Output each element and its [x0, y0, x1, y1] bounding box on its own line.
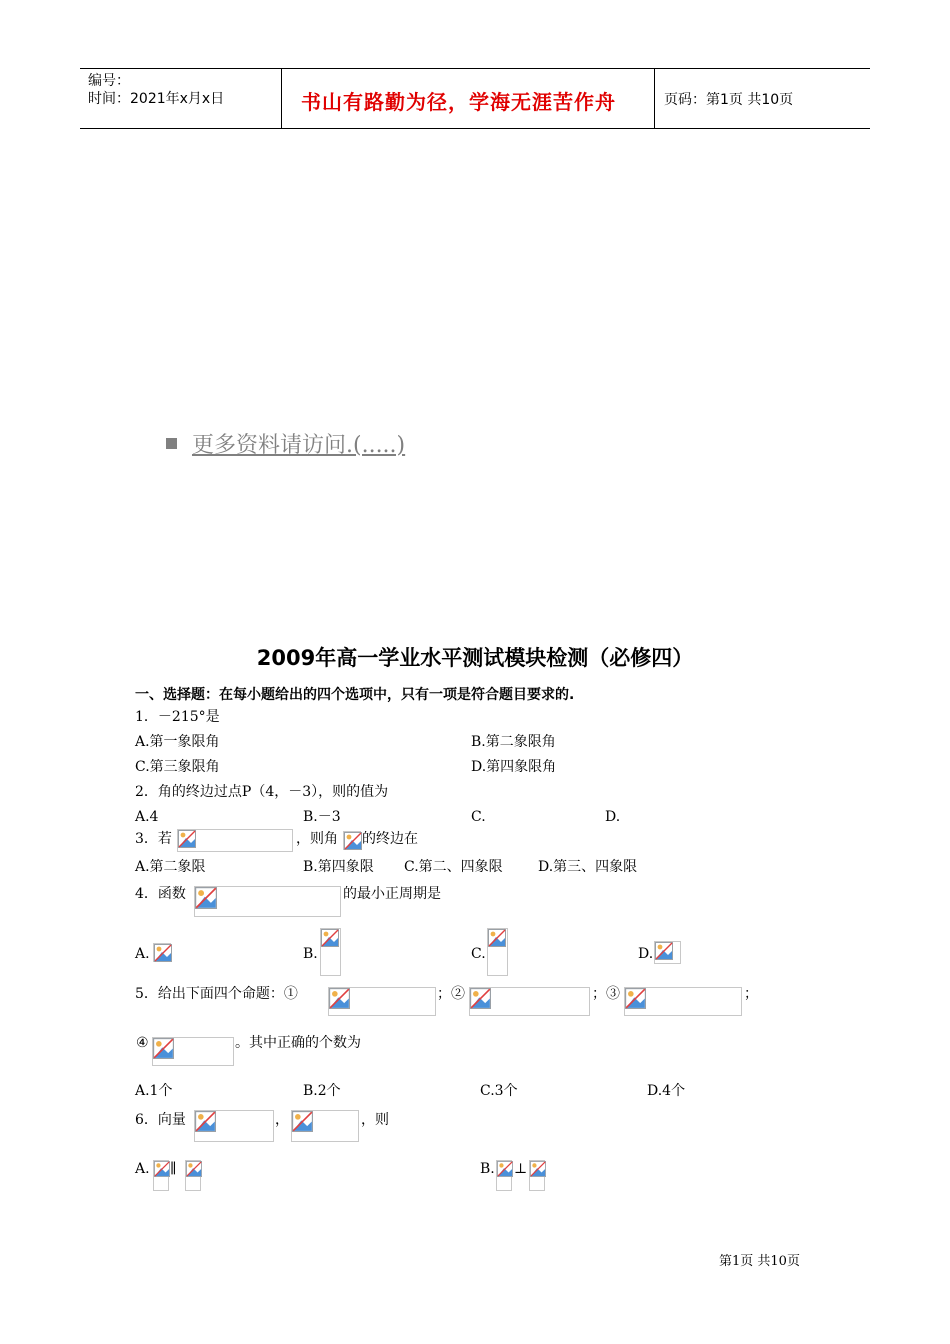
header-motto: 书山有路勤为径，学海无涯苦作舟 [301, 90, 616, 114]
broken-image-icon [195, 1111, 216, 1132]
broken-image-icon [655, 942, 673, 960]
q2-stem: 2．角的终边过点P（4，－3），则的值为 [135, 784, 389, 800]
q5-option-c: C.3个 [480, 1083, 518, 1099]
section-heading: 一、选择题：在每小题给出的四个选项中，只有一项是符合题目要求的. [135, 687, 575, 703]
q4-option-c: C. [471, 946, 486, 962]
q1-option-c: C.第三象限角 [135, 759, 220, 775]
q5-circle-4: ④ [136, 1035, 149, 1051]
page-footer: 第1页 共10页 [719, 1254, 800, 1269]
more-resources-link[interactable]: 更多资料请访问.(.....) [192, 433, 406, 458]
q2-option-d: D. [605, 809, 621, 825]
q6-vector-a-image [194, 1110, 274, 1142]
q3-angle-image [343, 831, 361, 850]
q6-option-b: B. [480, 1161, 495, 1177]
q4-option-d: D. [638, 946, 654, 962]
broken-image-icon [153, 1038, 174, 1059]
q6-option-b-image-1 [496, 1160, 512, 1191]
broken-image-icon [344, 832, 362, 850]
broken-image-icon [497, 1161, 513, 1177]
broken-image-icon [321, 929, 339, 947]
document-title: 2009年高一学业水平测试模块检测（必修四） [256, 646, 694, 670]
q5-statement-1-image [328, 987, 436, 1016]
q3-option-a: A.第二象限 [135, 859, 206, 875]
square-bullet-icon [166, 438, 177, 449]
broken-image-icon [186, 1161, 202, 1177]
q4-option-a-image [153, 943, 171, 962]
broken-image-icon [625, 988, 646, 1009]
header-divider-right [654, 68, 655, 129]
more-resources-row [166, 428, 405, 459]
q6-option-b-image-2 [529, 1160, 545, 1191]
q1-option-d: D.第四象限角 [471, 759, 557, 775]
q6-parallel-symbol: ∥ [170, 1161, 177, 1177]
q3-option-c: C.第二、四象限 [404, 859, 503, 875]
q6-vector-b-image [291, 1110, 359, 1142]
broken-image-icon [470, 988, 491, 1009]
q6-perpendicular-symbol: ⊥ [514, 1161, 528, 1177]
q2-option-c: C. [471, 809, 486, 825]
q5-statement-3-image [624, 987, 742, 1016]
broken-image-icon [292, 1111, 313, 1132]
q5-option-b: B.2个 [303, 1083, 341, 1099]
q5-option-d: D.4个 [647, 1083, 686, 1099]
q4-option-c-image [487, 928, 508, 976]
q3-mid: ，则角 [296, 831, 338, 847]
q3-option-b: B.第四象限 [303, 859, 374, 875]
broken-image-icon [195, 887, 217, 909]
header-divider-left [281, 68, 282, 129]
q5-sep-2: ；③ [592, 986, 620, 1002]
q4-option-d-image [654, 941, 681, 964]
q4-option-b: B. [303, 946, 318, 962]
q5-statement-4-image [152, 1037, 234, 1066]
broken-image-icon [329, 988, 350, 1009]
q5-sep-1: ；② [437, 986, 465, 1002]
q5-option-a: A.1个 [135, 1083, 173, 1099]
q3-prefix: 3．若 [135, 831, 172, 847]
header-number-label: 编号： [88, 73, 130, 89]
broken-image-icon [530, 1161, 546, 1177]
q1-stem: 1．－215°是 [135, 709, 220, 725]
q2-option-b: B.－3 [303, 809, 341, 825]
q5-sep-3: ； [744, 986, 758, 1002]
q2-option-a: A.4 [135, 809, 159, 825]
q4-prefix: 4．函数 [135, 886, 186, 902]
q4-option-b-image [320, 928, 341, 976]
q6-option-a-image-1 [153, 1160, 169, 1191]
q3-formula-image [177, 829, 293, 852]
q3-suffix: 的终边在 [362, 831, 418, 847]
broken-image-icon [488, 929, 506, 947]
q3-option-d: D.第三、四象限 [538, 859, 638, 875]
header-top-rule [80, 68, 870, 69]
q4-function-image [194, 886, 341, 917]
q6-option-a: A. [135, 1161, 150, 1177]
q5-prefix: 5．给出下面四个命题：① [135, 986, 298, 1002]
broken-image-icon [154, 1161, 170, 1177]
q1-option-b: B.第二象限角 [471, 734, 556, 750]
broken-image-icon [178, 830, 196, 848]
q6-suffix: ，则 [361, 1112, 389, 1128]
q4-option-a: A. [135, 946, 150, 962]
header-page-label: 页码：第1页 共10页 [664, 92, 794, 108]
q4-suffix: 的最小正周期是 [343, 886, 441, 902]
broken-image-icon [154, 944, 172, 962]
header-bottom-rule [80, 128, 870, 129]
header-time-label: 时间：2021年x月x日 [88, 91, 225, 107]
q6-prefix: 6．向量 [135, 1112, 186, 1128]
q6-option-a-image-2 [185, 1160, 201, 1191]
q1-option-a: A.第一象限角 [135, 734, 220, 750]
q6-comma: ， [275, 1112, 289, 1128]
q5-statement-2-image [469, 987, 590, 1016]
q5-suffix: 。其中正确的个数为 [235, 1035, 361, 1051]
